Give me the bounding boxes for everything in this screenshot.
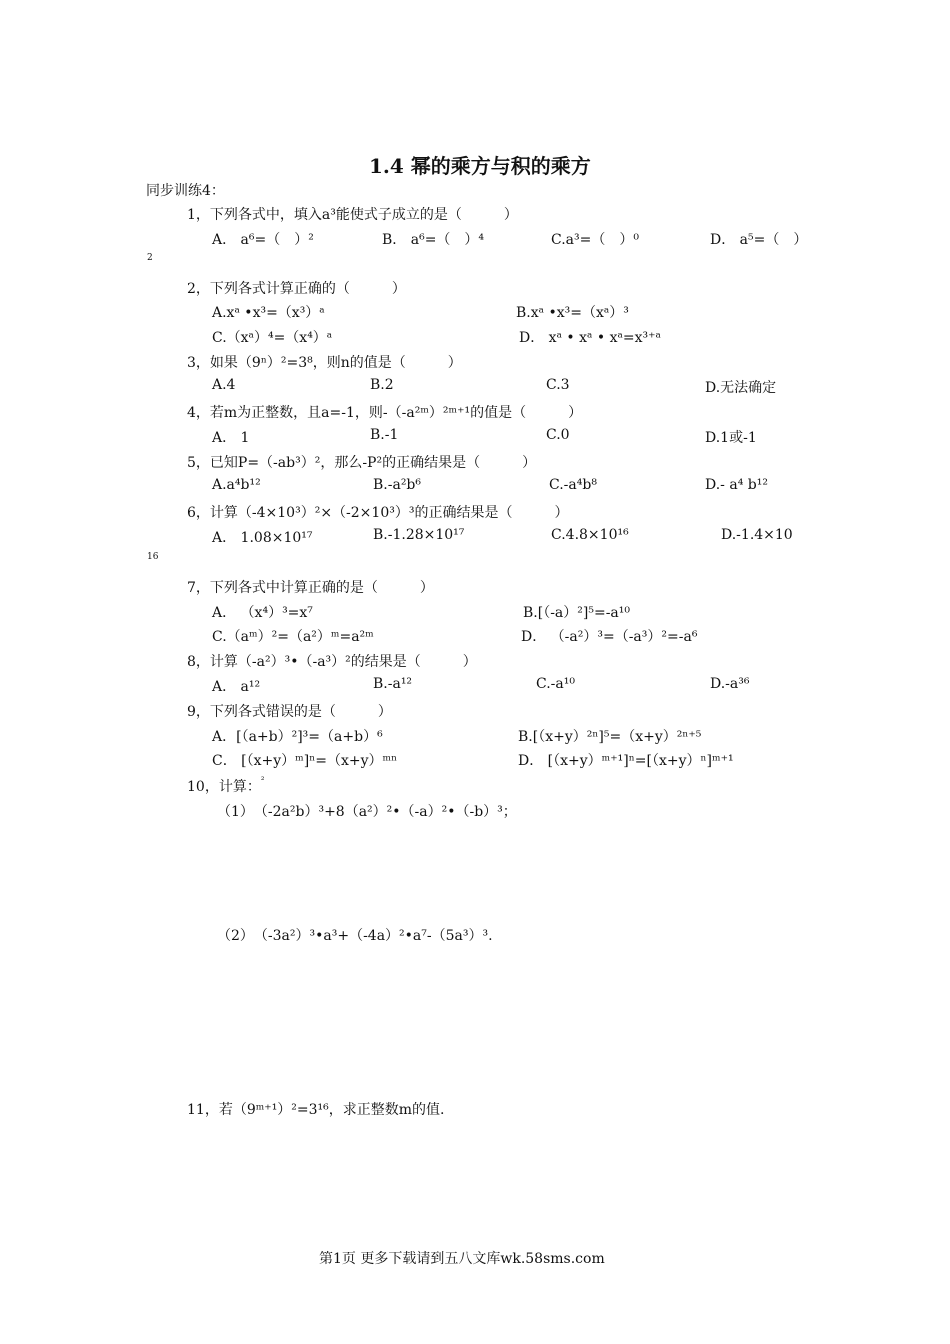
q3-option-a: A.4	[212, 377, 236, 393]
page-footer: 第1页 更多下载请到五八文库wk.58sms.com	[319, 1251, 605, 1267]
q8-option-a: A． a¹²	[212, 679, 261, 695]
q4-stem: 4，若m为正整数，且a=-1，则-（-a²ᵐ）²ᵐ⁺¹的值是（ ）	[187, 405, 583, 421]
q3-option-c: C.3	[546, 377, 570, 393]
q2-option-c: C.（xᵃ）⁴=（x⁴）ᵃ	[212, 330, 333, 346]
q4-option-b: B.-1	[370, 427, 399, 443]
q5-option-b: B.-a²b⁶	[373, 477, 422, 493]
q5-option-c: C.-a⁴b⁸	[549, 477, 597, 493]
q8-stem: 8，计算（-a²）³•（-a³）²的结果是（ ）	[187, 654, 477, 670]
q10-stem-text: 10，计算：	[187, 779, 261, 795]
q1-option-d-wrap: 2	[147, 253, 153, 263]
q9-stem: 9，下列各式错误的是（ ）	[187, 704, 392, 720]
q5-option-d: D.- a⁴ b¹²	[705, 477, 768, 493]
q11-stem: 11，若（9ᵐ⁺¹）²=3¹⁶，求正整数m的值.	[187, 1102, 445, 1118]
q6-option-a: A． 1.08×10¹⁷	[212, 530, 313, 546]
q7-option-a: A． （x⁴）³=x⁷	[212, 605, 313, 621]
q1-option-d: D． a⁵=（ ）	[710, 232, 808, 248]
page-title: 1.4 幂的乘方与积的乘方	[369, 154, 591, 178]
q4-option-c: C.0	[546, 427, 570, 443]
section-heading: 同步训练4：	[146, 183, 225, 199]
q1-option-a: A． a⁶=（ ）²	[212, 232, 314, 248]
q6-stem: 6，计算（-4×10³）²×（-2×10³）³的正确结果是（ ）	[187, 505, 569, 521]
q7-option-b: B.[（-a）²]⁵=-a¹⁰	[523, 605, 630, 621]
q10-stem-mark: ²	[260, 776, 265, 786]
q8-option-c: C.-a¹⁰	[536, 676, 575, 692]
q9-option-b: B.[（x+y）²ⁿ]⁵=（x+y）²ⁿ⁺⁵	[518, 729, 702, 745]
q2-option-d: D． xᵃ • xᵃ • xᵃ=x³⁺ᵃ	[519, 330, 661, 346]
q1-option-c: C.a³=（ ）⁰	[551, 232, 639, 248]
q4-option-a: A． 1	[212, 430, 250, 446]
q7-stem: 7，下列各式中计算正确的是（ ）	[187, 580, 434, 596]
q6-option-c: C.4.8×10¹⁶	[551, 527, 629, 543]
q3-option-b: B.2	[370, 377, 394, 393]
q9-option-a: A．[（a+b）²]³=（a+b）⁶	[212, 729, 383, 745]
q5-stem: 5，已知P=（-ab³）²，那么-P²的正确结果是（ ）	[187, 455, 537, 471]
q9-option-c: C． [（x+y）ᵐ]ⁿ=（x+y）ᵐⁿ	[212, 753, 398, 769]
q6-option-b: B.-1.28×10¹⁷	[373, 527, 465, 543]
q3-option-d: D.无法确定	[705, 380, 777, 396]
q1-stem: 1，下列各式中，填入a³能使式子成立的是（ ）	[187, 207, 518, 223]
q4-option-d: D.1或-1	[705, 430, 757, 446]
q6-option-d-wrap: 16	[147, 552, 159, 562]
q1-option-b: B． a⁶=（ ）⁴	[382, 232, 485, 248]
q3-stem: 3，如果（9ⁿ）²=3⁸，则n的值是（ ）	[187, 355, 462, 371]
q10-part-1: （1） （-2a²b）³+8（a²）²•（-a）²•（-b）³；	[217, 804, 517, 820]
q7-option-c: C.（aᵐ）²=（a²）ᵐ=a²ᵐ	[212, 629, 374, 645]
q5-option-a: A.a⁴b¹²	[212, 477, 261, 493]
q9-option-d: D． [（x+y）ᵐ⁺¹]ⁿ=[（x+y）ⁿ]ᵐ⁺¹	[518, 753, 734, 769]
q2-stem: 2，下列各式计算正确的（ ）	[187, 281, 406, 297]
q6-option-d: D.-1.4×10	[721, 527, 793, 543]
q8-option-d: D.-a³⁶	[710, 676, 750, 692]
q8-option-b: B.-a¹²	[373, 676, 413, 692]
q10-stem	[187, 776, 264, 796]
q2-option-b: B.xᵃ •x³=（xᵃ）³	[516, 305, 629, 321]
q7-option-d: D． （-a²）³=（-a³）²=-a⁶	[521, 629, 698, 645]
q10-part-2: （2） （-3a²）³•a³+（-4a）²•a⁷-（5a³）³.	[217, 928, 493, 944]
q2-option-a: A.xᵃ •x³=（x³）ᵃ	[212, 305, 325, 321]
